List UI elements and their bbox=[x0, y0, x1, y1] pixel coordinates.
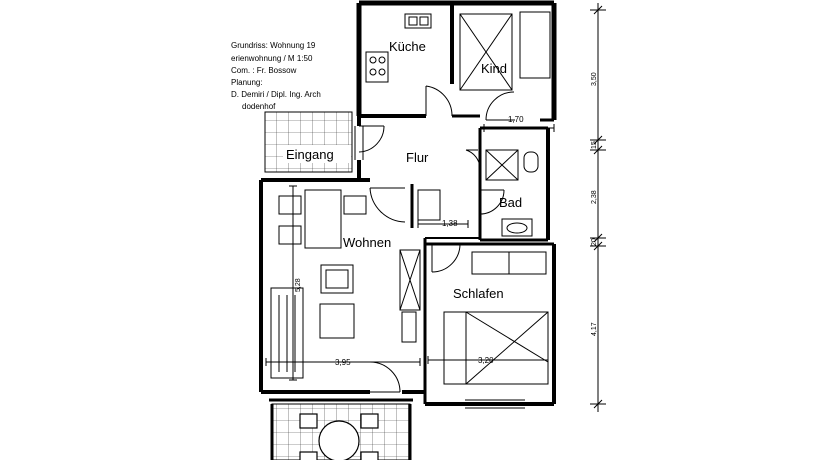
dim-wohnen-height: 5,28 bbox=[295, 278, 302, 292]
room-label-bad: Bad bbox=[499, 195, 523, 210]
dim-schlafen-width: 3,20 bbox=[478, 356, 494, 365]
dim-chain-3: 2,38 bbox=[591, 190, 598, 204]
dim-kind-width: 1,70 bbox=[508, 115, 524, 124]
bedroom-furniture bbox=[444, 252, 548, 384]
room-label-eingang: Eingang bbox=[286, 147, 334, 162]
room-label-flur: Flur bbox=[406, 150, 429, 165]
dim-chain-2: 15 bbox=[591, 141, 598, 149]
info-line-1: Grundriss: Wohnung 19 bbox=[231, 41, 316, 50]
dim-wohnen-width: 3,95 bbox=[335, 358, 351, 367]
room-label-kind: Kind bbox=[481, 61, 508, 76]
dim-chain-4: 20 bbox=[591, 238, 598, 246]
info-line-5: D. Demiri / Dipl. Ing. Arch bbox=[231, 90, 321, 99]
room-label-schlafen: Schlafen bbox=[453, 286, 504, 301]
dim-flur-width: 1,38 bbox=[442, 219, 458, 228]
info-line-2: erienwohnung / M 1:50 bbox=[231, 54, 313, 63]
info-line-3: Com. : Fr. Bossow bbox=[231, 66, 297, 75]
room-label-kueche: Küche bbox=[389, 39, 426, 54]
bath-fixtures bbox=[486, 150, 538, 236]
info-line-4: Planung: bbox=[231, 78, 263, 87]
hall-niche bbox=[418, 190, 440, 220]
room-label-wohnen: Wohnen bbox=[343, 235, 392, 250]
dim-chain-5: 4,17 bbox=[591, 322, 598, 336]
dim-chain-1: 3,50 bbox=[591, 72, 598, 86]
kind-furniture bbox=[460, 12, 550, 90]
info-block bbox=[231, 41, 321, 111]
info-line-6: dodenhof bbox=[242, 102, 276, 111]
